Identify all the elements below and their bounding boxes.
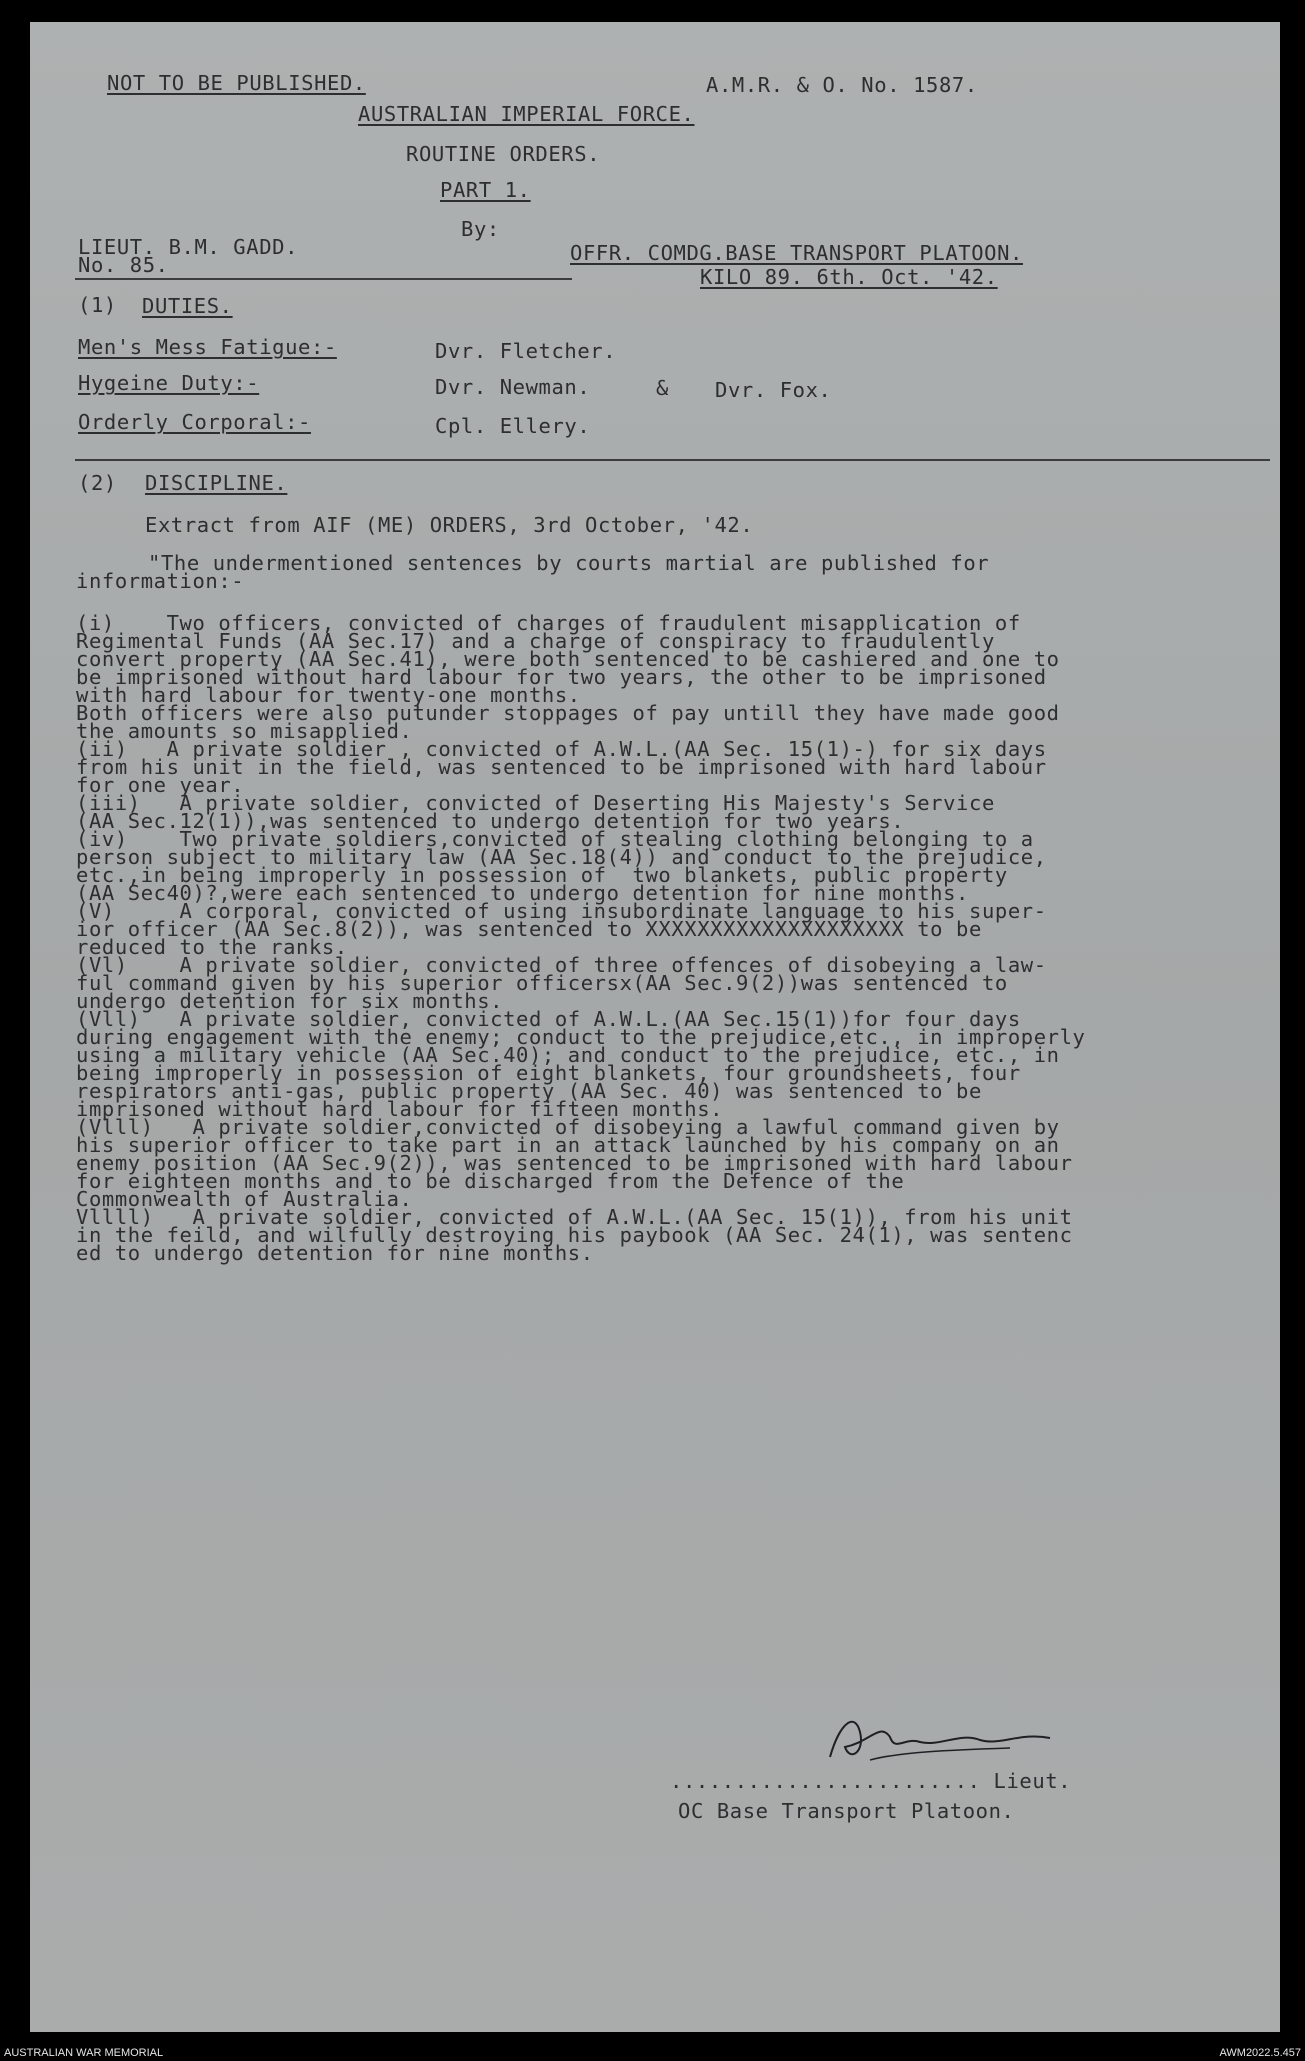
body-line: Regimental Funds (AA Sec.17) and a charge of conspiracy to fraudulently	[76, 629, 995, 653]
order-reference: A.M.R. & O. No. 1587.	[706, 73, 978, 97]
body-line: (V) A corporal, convicted of using insubordinate language to his super-	[76, 899, 1047, 923]
document-page	[30, 22, 1280, 2032]
body-line: Commonwealth of Australia.	[76, 1187, 413, 1211]
duties-heading: DUTIES.	[142, 294, 233, 318]
extract-line: Extract from AIF (ME) ORDERS, 3rd October, '42.	[145, 513, 754, 537]
body-line: in the feild, and wilfully destroying his paybook (AA Sec. 24(1), was sentenc	[76, 1223, 1073, 1247]
duty-assignee: Cpl. Ellery.	[435, 414, 591, 438]
body-line: (Vll) A private soldier, convicted of A.W.L.(AA Sec.15(1))for four days	[76, 1007, 1021, 1031]
discipline-number: (2)	[78, 471, 117, 495]
discipline-heading: DISCIPLINE.	[145, 471, 288, 495]
body-line: "The undermentioned sentences by courts martial are published for	[148, 551, 990, 575]
body-line: ed to undergo detention for nine months.	[76, 1241, 594, 1265]
body-line: for one year.	[76, 773, 245, 797]
duty-assignee: Dvr. Fletcher.	[435, 339, 617, 363]
body-line: with hard labour for twenty-one months.	[76, 683, 581, 707]
body-line: convert property (AA Sec.41), were both sentenced to be cashiered and one to	[76, 647, 1060, 671]
archive-reference: AWM2022.5.457	[1219, 2047, 1301, 2059]
body-line: undergo detention for six months.	[76, 989, 504, 1013]
body-line: using a military vehicle (AA Sec.40); and conduct to the prejudice, etc., in	[76, 1043, 1060, 1067]
section-rule	[75, 459, 1270, 461]
duty-label: Men's Mess Fatigue:-	[78, 335, 337, 359]
place-date: KILO 89. 6th. Oct. '42.	[700, 265, 998, 289]
body-line: (Vlll) A private soldier,convicted of disobeying a lawful command given by	[76, 1115, 1060, 1139]
body-line: during engagement with the enemy; conduct to the prejudice,etc., in improperly	[76, 1025, 1086, 1049]
body-line: imprisoned without hard labour for fifteen months.	[76, 1097, 724, 1121]
force-title: AUSTRALIAN IMPERIAL FORCE.	[358, 102, 695, 126]
duty-label: Orderly Corporal:-	[78, 410, 311, 434]
issuing-officer: LIEUT. B.M. GADD.	[78, 235, 299, 259]
body-line: (ii) A private soldier , convicted of A.W.L.(AA Sec. 15(1)-) for six days	[76, 737, 1047, 761]
body-line: reduced to the ranks.	[76, 935, 348, 959]
restriction-heading: NOT TO BE PUBLISHED.	[107, 71, 366, 95]
orders-title: ROUTINE ORDERS.	[406, 142, 601, 166]
body-line: (AA Sec.12(1)),was sentenced to undergo detention for two years.	[76, 809, 905, 833]
signature-rank-line: ........................ Lieut.	[670, 1769, 1072, 1793]
body-line: from his unit in the field, was sentenced to be imprisoned with hard labour	[76, 755, 1047, 779]
order-number: No. 85.	[78, 253, 169, 277]
body-line: be imprisoned without hard labour for two years, the other to be imprisoned	[76, 665, 1047, 689]
body-line: person subject to military law (AA Sec.18(4)) and conduct to the prejudice,	[76, 845, 1047, 869]
by-label: By:	[461, 217, 500, 241]
body-line: ior officer (AA Sec.8(2)), was sentenced to XXXXXXXXXXXXXXXXXXXX to be	[76, 917, 982, 941]
duty-assignee: Dvr. Newman.	[435, 375, 591, 399]
body-line: enemy position (AA Sec.9(2)), was sentenced to be imprisoned with hard labour	[76, 1151, 1073, 1175]
body-line: the amounts so misapplied.	[76, 719, 413, 743]
part-heading: PART 1.	[440, 178, 531, 202]
body-line: etc.,in being improperly in possession of two blankets, public property	[76, 863, 1008, 887]
duty-assignee-second: Dvr. Fox.	[715, 378, 832, 402]
body-line: his superior officer to take part in an attack launched by his company on an	[76, 1133, 1060, 1157]
body-line: (iv) Two private soldiers,convicted of stealing clothing belonging to a	[76, 827, 1034, 851]
body-line: for eighteen months and to be discharged from the Defence of the	[76, 1169, 905, 1193]
body-line: Vllll) A private soldier, convicted of A.W.L.(AA Sec. 15(1)), from his unit	[76, 1205, 1073, 1229]
body-line: (iii) A private soldier, convicted of Deserting His Majesty's Service	[76, 791, 995, 815]
body-line: respirators anti-gas, public property (AA Sec. 40) was sentenced to be	[76, 1079, 982, 1103]
duty-label: Hygeine Duty:-	[78, 371, 260, 395]
body-line: (Vl) A private soldier, convicted of three offences of disobeying a law-	[76, 953, 1047, 977]
body-line: Both officers were also putunder stoppages of pay untill they have made good	[76, 701, 1060, 725]
header-rule	[75, 278, 572, 280]
body-line: (i) Two officers, convicted of charges of fraudulent misapplication of	[76, 611, 1021, 635]
handwritten-signature	[810, 1702, 1110, 1772]
body-line: (AA Sec40)?,were each sentenced to undergo detention for nine months.	[76, 881, 970, 905]
archive-credit: AUSTRALIAN WAR MEMORIAL	[4, 2047, 164, 2059]
body-line: being improperly in possession of eight blankets, four groundsheets, four	[76, 1061, 1021, 1085]
duty-ampersand: &	[656, 376, 669, 400]
officer-role: OFFR. COMDG.BASE TRANSPORT PLATOON.	[570, 241, 1023, 265]
body-line: information:-	[76, 569, 245, 593]
duties-number: (1)	[78, 293, 117, 317]
body-line: ful command given by his superior officersx(AA Sec.9(2))was sentenced to	[76, 971, 1008, 995]
signature-unit: OC Base Transport Platoon.	[678, 1799, 1015, 1823]
